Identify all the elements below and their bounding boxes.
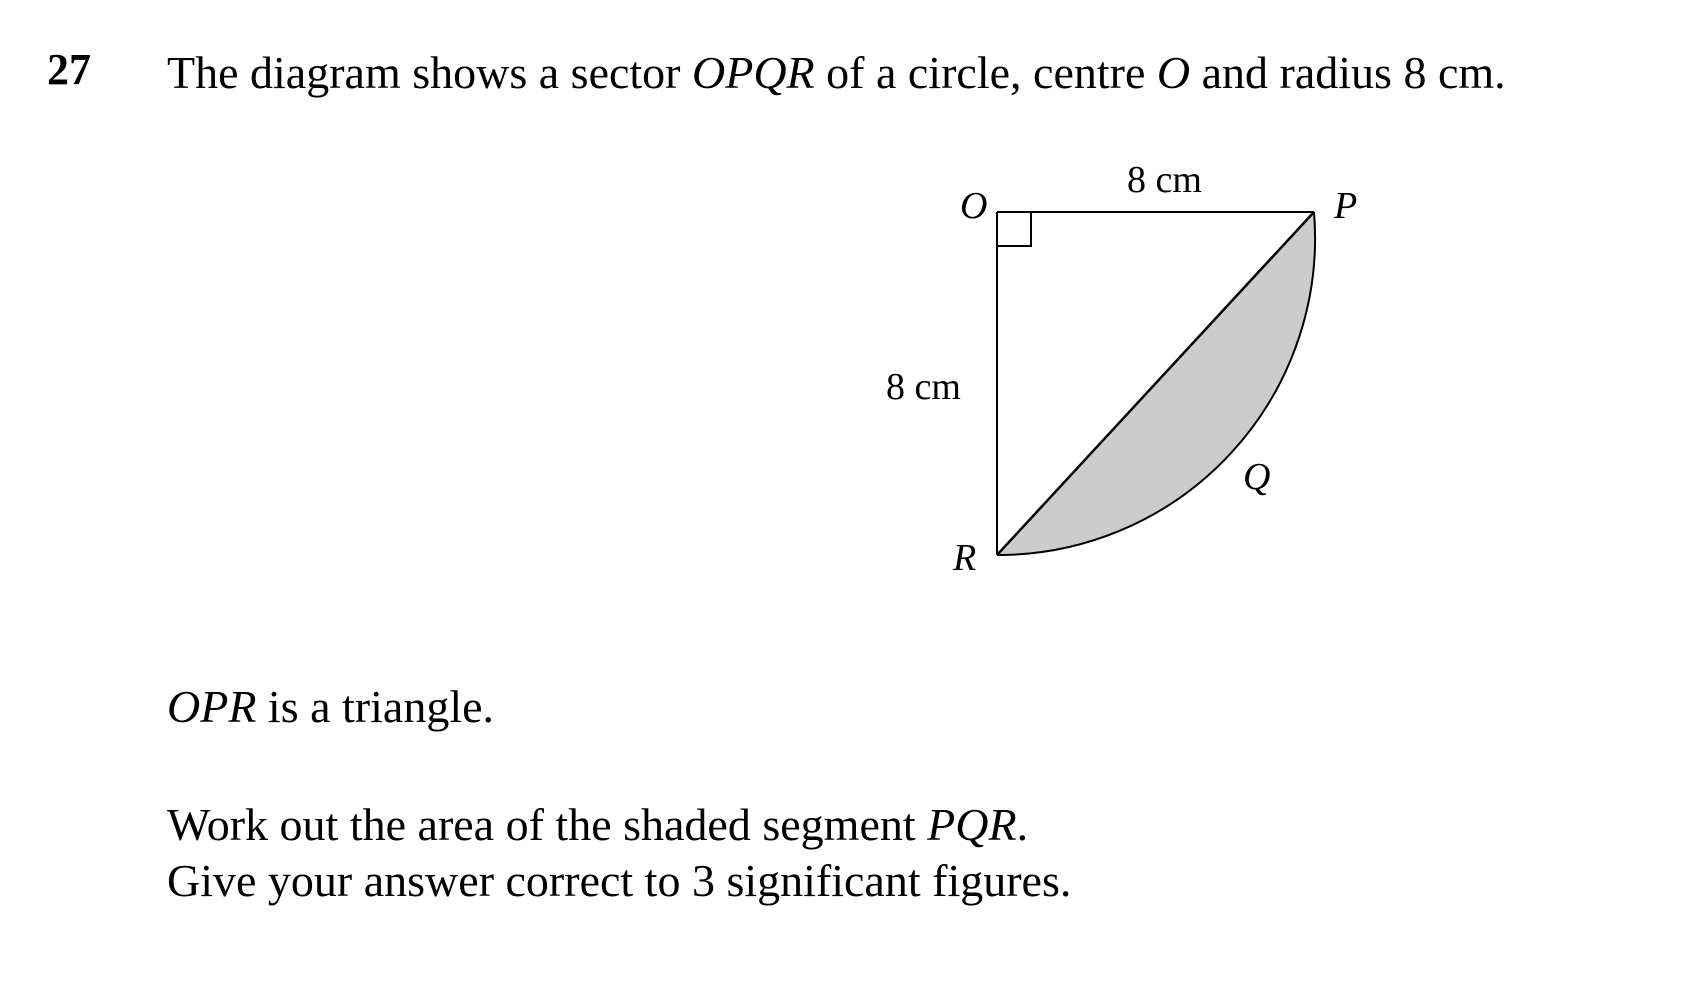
intro-text-1: The diagram shows a sector bbox=[167, 47, 693, 98]
instruction-text-2: . bbox=[1016, 799, 1029, 850]
intro-text-2: of a circle, centre bbox=[814, 47, 1157, 98]
sector-diagram bbox=[860, 150, 1380, 590]
right-angle-marker bbox=[997, 212, 1031, 246]
triangle-statement bbox=[167, 681, 495, 732]
question-intro bbox=[167, 47, 1506, 98]
left-side-label: 8 cm bbox=[886, 366, 961, 408]
centre-name: O bbox=[1156, 47, 1191, 98]
label-p: P bbox=[1334, 185, 1358, 227]
instruction bbox=[167, 799, 1029, 850]
label-o: O bbox=[960, 185, 988, 227]
segment-name: PQR bbox=[927, 799, 1017, 850]
label-q: Q bbox=[1243, 456, 1271, 498]
triangle-name: OPR bbox=[167, 681, 257, 732]
instruction-text-1: Work out the area of the shaded segment bbox=[167, 799, 928, 850]
accuracy-instruction: Give your answer correct to 3 significant figures. bbox=[167, 855, 1072, 906]
top-side-label: 8 cm bbox=[1127, 159, 1202, 201]
sector-name: OPQR bbox=[692, 47, 815, 98]
triangle-statement-text: is a triangle. bbox=[256, 681, 495, 732]
question-number: 27 bbox=[47, 45, 91, 94]
intro-text-3: and radius 8 cm. bbox=[1190, 47, 1506, 98]
label-r: R bbox=[953, 537, 977, 579]
